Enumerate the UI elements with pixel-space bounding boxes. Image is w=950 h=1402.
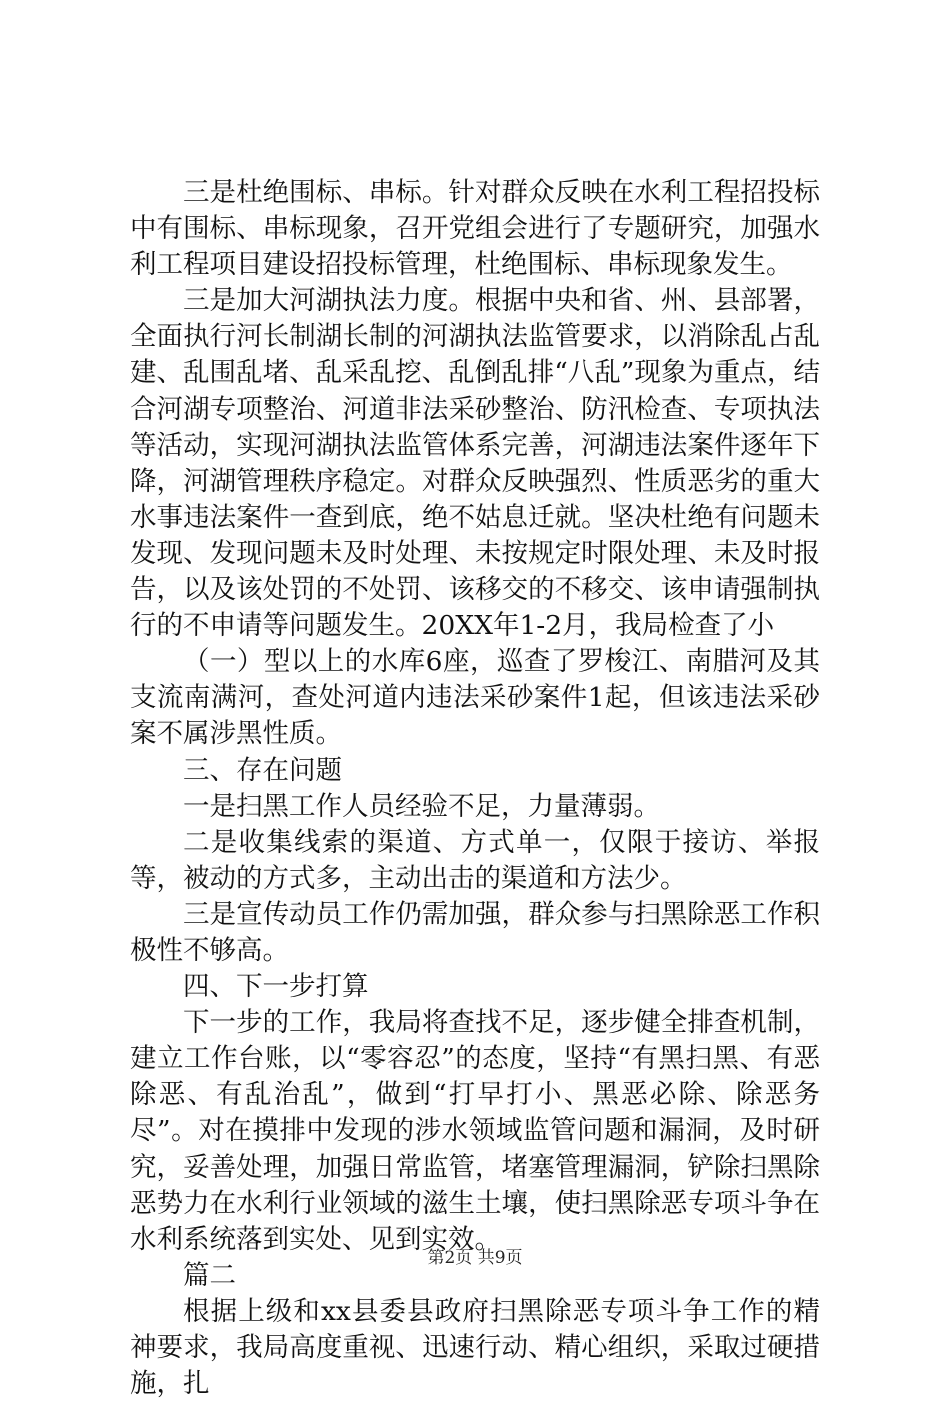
paragraph: 三是加大河湖执法力度。根据中央和省、州、县部署，全面执行河长制湖长制的河湖执法监管要求，以消除乱占乱建、乱围乱堵、乱采乱挖、乱倒乱排“八乱”现象为重点，结合河湖专项整治、河道非法采砂整治、防汛检查、专项执法等活动，实现河湖执法监管体系完善，河湖违法案件逐年下降，河湖管理秩序稳定。对群众反映强烈、性质恶劣的重大水事违法案件一查到底，绝不姑息迁就。坚决杜绝有问题未发现、发现问题未及时处理、未按规定时限处理、未及时报告，以及该处罚的不处罚、该移交的不移交、该申请强制执行的不申请等问题发生。20XX年1-2月，我局检查了小 — [130, 285, 820, 642]
page-footer: 第2页 共9页 — [427, 1248, 523, 1268]
paragraph: 一是扫黑工作人员经验不足，力量薄弱。 — [183, 790, 660, 822]
paragraph: 二是收集线索的渠道、方式单一，仅限于接访、举报等，被动的方式多，主动出击的渠道和方法少。 — [130, 826, 820, 894]
section-heading: 四、下一步打算 — [183, 971, 369, 1003]
paragraph: 三是杜绝围标、串标。针对群众反映在水利工程招投标中有围标、串标现象，召开党组会进行了专题研究，加强水利工程项目建设招投标管理，杜绝围标、串标现象发生。 — [130, 177, 820, 281]
paragraph: （一）型以上的水库6座，巡查了罗梭江、南腊河及其支流南满河，查处河道内违法采砂案件1起，但该违法采砂案不属涉黑性质。 — [130, 646, 820, 750]
paragraph: 根据上级和xx县委县政府扫黑除恶专项斗争工作的精神要求，我局高度重视、迅速行动、精心组织，采取过硬措施，扎 — [130, 1295, 820, 1400]
section-heading: 篇二 — [183, 1259, 236, 1291]
paragraph: 下一步的工作，我局将查找不足，逐步健全排查机制，建立工作台账，以“零容忍”的态度，坚持“有黑扫黑、有恶除恶、有乱治乱”，做到“打早打小、黑恶必除、除恶务尽”。对在摸排中发现的涉水领域监管问题和漏洞，及时研究，妥善处理，加强日常监管，堵塞管理漏洞，铲除扫黑除恶势力在水利行业领域的滋生土壤，使扫黑除恶专项斗争在水利系统落到实处、见到实效。 — [130, 1007, 820, 1255]
paragraph: 三是宣传动员工作仍需加强，群众参与扫黑除恶工作积极性不够高。 — [130, 898, 820, 966]
document-body — [130, 175, 820, 1402]
section-heading: 三、存在问题 — [183, 754, 342, 786]
